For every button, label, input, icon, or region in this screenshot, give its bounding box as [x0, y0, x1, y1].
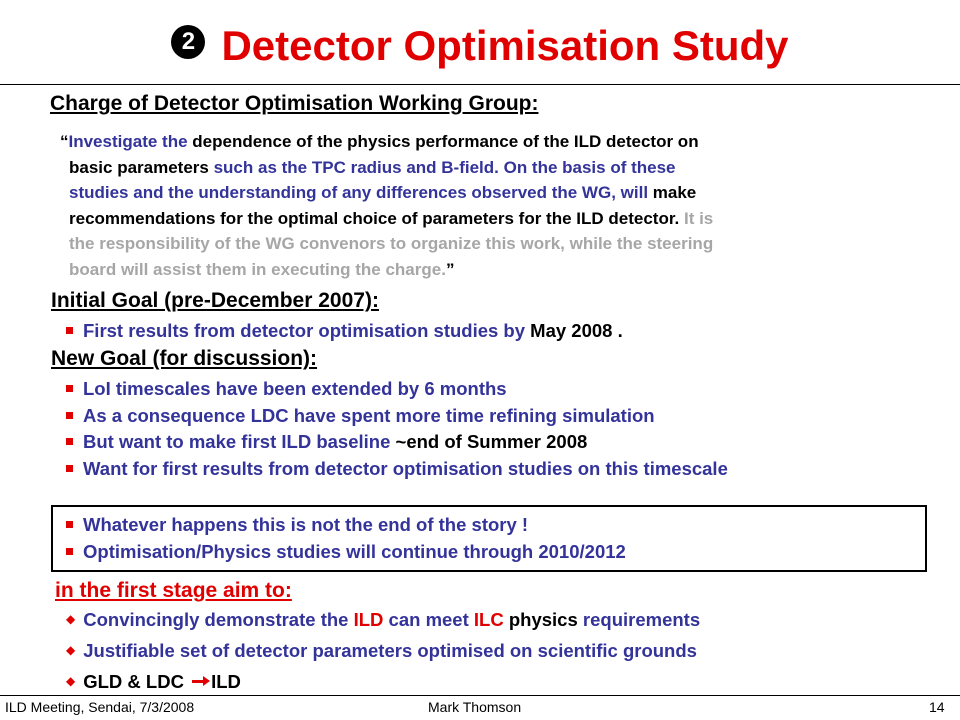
- text-run: dependence of the physics performance of the ILD detector on: [192, 132, 699, 151]
- text-run: Justifiable set of detector parameters optimised on scientific grounds: [83, 640, 697, 661]
- square-bullet-icon: [66, 385, 73, 392]
- text-run: basic parameters: [69, 157, 214, 177]
- first-stage-heading: in the first stage aim to:: [55, 579, 292, 602]
- text-run: “: [60, 132, 69, 151]
- bullet-item: [66, 514, 626, 541]
- diamond-bullet-icon: ◆: [66, 643, 76, 657]
- bullet-item: [66, 431, 728, 458]
- bullet-item: [66, 458, 728, 485]
- footer-divider: [0, 695, 960, 696]
- square-bullet-icon: [66, 412, 73, 419]
- text-run: ~end of Summer 2008: [395, 431, 588, 452]
- text-run: the responsibility of the WG convenors to organize this work, while the steering: [69, 234, 714, 253]
- text-run: May 2008 .: [530, 320, 623, 341]
- slide-title: [0, 22, 960, 70]
- charge-quote: [60, 129, 713, 282]
- text-run: Optimisation/Physics studies will continue through 2010/2012: [83, 541, 626, 562]
- initial-goal-list: [66, 320, 623, 346]
- charge-heading: Charge of Detector Optimisation Working Group:: [50, 92, 539, 115]
- text-run: such as the TPC radius and B-field. On the basis of these: [213, 157, 676, 177]
- right-arrow-icon: [192, 680, 204, 683]
- bullet-item: [66, 320, 623, 346]
- text-run: But want to make first ILD baseline: [83, 431, 396, 452]
- text-run: physics: [503, 609, 583, 630]
- text-run: First results from detector optimisation studies by: [83, 320, 531, 341]
- text-run: Want for first results from detector optimisation studies on this timescale: [83, 457, 728, 479]
- diamond-bullet-icon: ◆: [66, 674, 76, 688]
- bullet-item: [66, 405, 728, 432]
- text-run: requirements: [582, 609, 701, 630]
- text-run: studies and the understanding of any differences observed the WG, will: [69, 183, 653, 202]
- first-stage-list: [66, 609, 700, 671]
- text-run: recommendations for the optimal choice of parameters for the ILD detector.: [69, 208, 684, 228]
- bullet-item: [66, 541, 626, 568]
- last-item-right: ILD: [211, 671, 241, 692]
- first-stage-last-item: [66, 671, 241, 693]
- bullet-item: [66, 609, 700, 640]
- text-run: Convincingly demonstrate the: [83, 609, 354, 630]
- square-bullet-icon: [66, 438, 73, 445]
- footer-event: ILD Meeting, Sendai, 7/3/2008: [5, 699, 195, 715]
- text-run: ILC: [473, 609, 504, 630]
- square-bullet-icon: [66, 548, 73, 555]
- square-bullet-icon: [66, 465, 73, 472]
- text-run: can meet: [383, 609, 474, 630]
- title-text: Detector Optimisation Study: [221, 22, 789, 69]
- last-item-left: GLD & LDC: [83, 671, 184, 692]
- bullet-item: [66, 378, 728, 405]
- text-run: It is: [683, 208, 714, 228]
- text-run: ILD: [353, 609, 384, 630]
- text-run: As a consequence LDC have spent more time refining simulation: [83, 404, 655, 426]
- new-goal-list: [66, 378, 728, 484]
- text-run: make: [652, 183, 697, 202]
- bullet-item: [66, 640, 700, 671]
- highlight-box-list: [66, 514, 626, 568]
- quote-line: [60, 180, 713, 206]
- square-bullet-icon: [66, 327, 73, 334]
- footer-author: Mark Thomson: [428, 699, 522, 715]
- footer-page-number: 14: [929, 699, 945, 715]
- quote-line: [60, 129, 713, 155]
- text-run: Investigate the: [68, 132, 193, 151]
- quote-line: [60, 257, 713, 283]
- text-run: board will assist them in executing the charge.: [69, 259, 446, 279]
- quote-line: [60, 155, 713, 181]
- title-divider: [0, 84, 960, 85]
- text-run: Whatever happens this is not the end of the story !: [83, 514, 529, 535]
- quote-line: [60, 231, 713, 257]
- text-run: ”: [445, 259, 455, 279]
- new-goal-heading: New Goal (for discussion):: [51, 347, 318, 370]
- square-bullet-icon: [66, 521, 73, 528]
- title-number-icon: 2: [171, 25, 205, 59]
- text-run: LoI timescales have been extended by 6 months: [83, 378, 507, 399]
- diamond-bullet-icon: ◆: [66, 612, 76, 626]
- quote-line: [60, 206, 713, 232]
- initial-goal-heading: Initial Goal (pre-December 2007):: [51, 289, 379, 312]
